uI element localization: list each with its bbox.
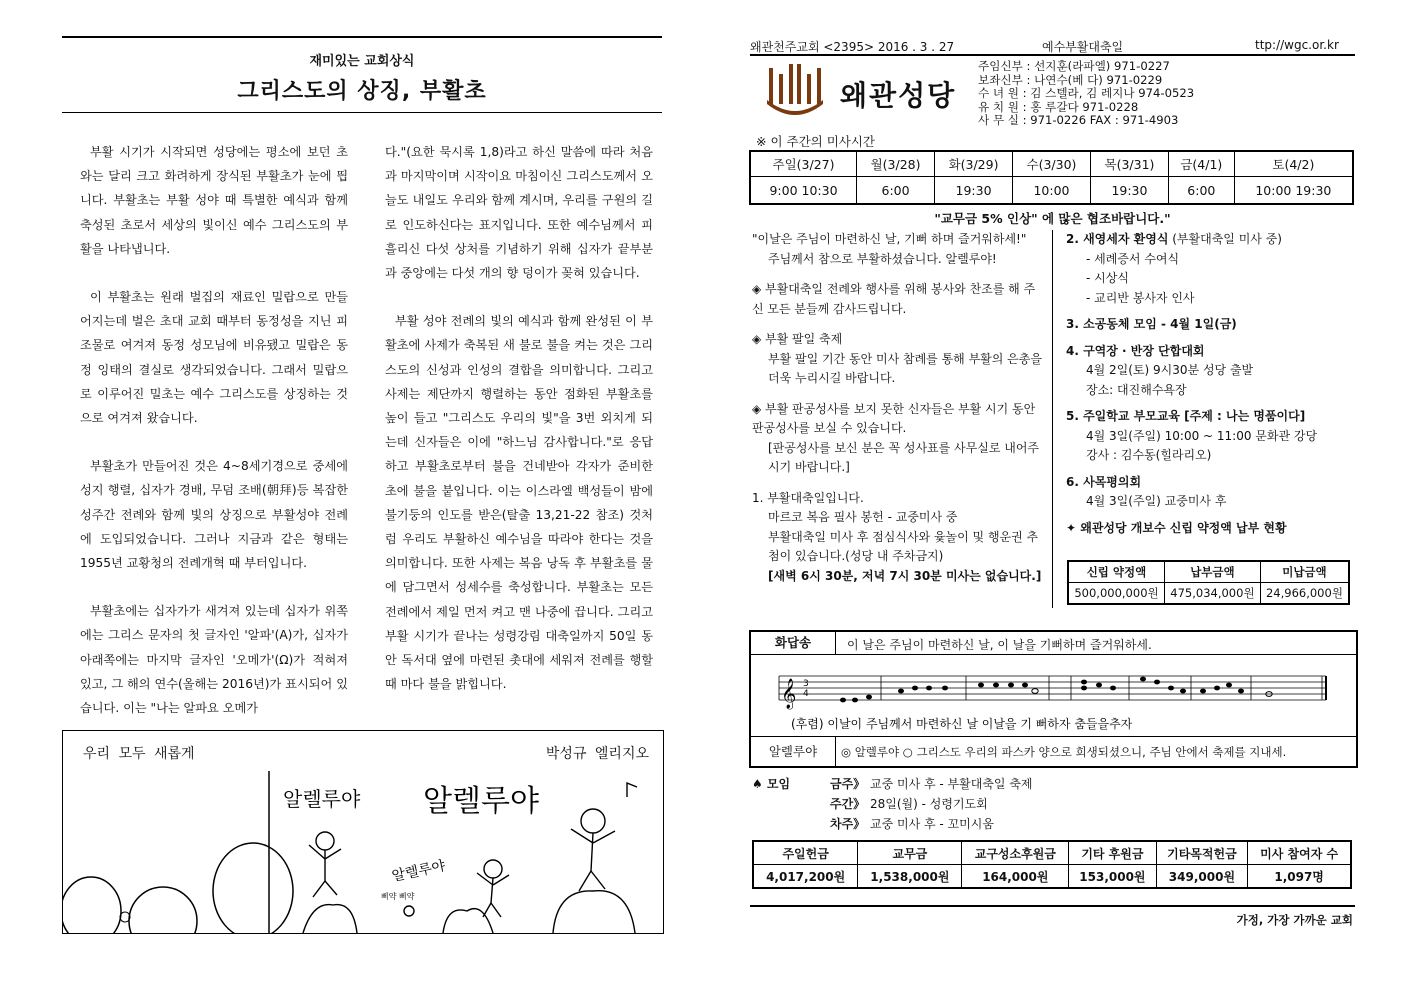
table-header-cell: 기타 후원금 (1069, 841, 1156, 865)
table-header-cell: 기타목적헌금 (1156, 841, 1248, 865)
item-4-line: 4월 2일(토) 9시30분 성당 출발 (1086, 363, 1254, 377)
table-cell: 10:00 (1013, 177, 1091, 205)
table-header-cell: 교구성소후원금 (962, 841, 1069, 865)
table-cell: 1,538,000원 (858, 865, 962, 889)
paragraph: 부활 시기가 시작되면 성당에는 평소에 보던 초와는 달리 크고 화려하게 장식된 부활초가 눈에 띕니다. 부활초는 부활 성야 때 특별한 예식과 함께 축성된 초로서 세상의 빛이신 예수 그리스도의 부활을 나타냅니다. (80, 145, 348, 256)
title-rule (62, 112, 662, 113)
table-cell: 1,097명 (1248, 865, 1351, 889)
staff-line: 주임신부 : 선지훈(라파엘) 971-0227 (978, 59, 1170, 73)
table-header-cell: 목(3/31) (1090, 151, 1168, 177)
cartoon-title: 우리 모두 새롭게 (83, 746, 195, 762)
staff-line: 수 녀 원 : 김 스텔라, 김 레지나 974-0523 (978, 86, 1195, 100)
announcements-right (1066, 230, 1361, 538)
octave-body: 부활 팔일 기간 동안 미사 참례를 통해 부활의 은총을 더욱 누리시길 바랍니다. (768, 351, 1042, 385)
list-item (752, 814, 1033, 834)
table-header-cell: 미납금액 (1260, 561, 1349, 583)
music-staff (751, 656, 1356, 736)
feast-name: 예수부활대축일 (1042, 40, 1124, 54)
table-header-cell: 신립 약정액 (1068, 561, 1164, 583)
meeting-text: 교중 미사 후 - 부활대축일 축제 (870, 777, 1033, 791)
item-2-line: - 시상식 (1086, 271, 1129, 285)
cartoon-word: 알렐루야 (423, 784, 539, 819)
item-1-line: 마르코 복음 필사 봉헌 - 교중미사 중 (768, 510, 958, 524)
item-4-line: 장소: 대진해수욕장 (1086, 382, 1187, 397)
article-title: 그리스도의 상징, 부활초 (237, 79, 487, 104)
website-url: ttp://wgc.or.kr (1255, 38, 1339, 52)
mass-schedule-caption: ※ 이 주간의 미사시간 (756, 134, 875, 149)
item-4-title: 4. 구역장 · 반장 단합대회 (1066, 343, 1205, 358)
pledge-table (1067, 560, 1350, 605)
treble-clef-icon: 𝄞 (781, 679, 797, 709)
table-header-cell: 주일헌금 (753, 841, 858, 865)
easter-greeting: 주님께서 참으로 부활하셨습니다. 알렐루야! (768, 251, 997, 266)
paragraph: 부활 성야 전례의 빛의 예식과 함께 완성된 이 부활초에 사제가 축복된 새 불로 불을 켜는 것은 그리스도의 신성과 인성의 결합을 의미합니다. 그리고 사제는 제단까지 행렬하는 동안 점화된 부활초를 높이 들고 "그리스도 우리의 빛"을 3번 외치게 되는데 신자들은 이에 "하느님 감사합니다."로 응답하고 부활초로부터 불을 건네받아 각자가 준비한 초에 불을 붙입니다. 이는 이스라엘 백성들이 밤에 불기둥의 인도를 받은(탈출 13,21-22 참조) 것처럼 우리도 부활하신 예수님을 따라야 한다는 것을 의미합니다. 또한 사제는 복음 낭독 후 부활초를 물에 담그면서 성세수를 축성합니다. 부활초는 모든 전례에서 제일 먼저 켜고 맨 나중에 끕니다. 그리고 부활 시기가 끝나는 성령강림 대축일까지 50일 동안 독서대 옆에 마련된 촛대에 세워져 전례를 행할 때 마다 불을 밝힙니다. (385, 314, 653, 692)
table-row (1068, 583, 1349, 605)
octave-title: ◈ 부활 팔일 축제 (752, 332, 843, 346)
article-column-2 (385, 140, 653, 720)
confession-body: ◈ 부활 판공성사를 보지 못한 신자들은 부활 시기 동안 판공성사를 보실 수 있습니다. (752, 401, 1036, 435)
item-6-title: 6. 사목평의회 (1066, 474, 1142, 489)
svg-text:4: 4 (803, 689, 809, 699)
staff-line: 보좌신부 : 나연수(베 다) 971-0229 (978, 72, 1163, 87)
table-header-cell: 금(4/1) (1168, 151, 1234, 177)
table-row (753, 841, 1351, 865)
psalm-text: 이 날은 주님이 마련하신 날, 이 날을 기뻐하며 즐거워하세. (847, 638, 1152, 652)
table-header-cell: 화(3/29) (935, 151, 1013, 177)
paragraph: 부활초에는 십자가가 새겨져 있는데 십자가 위쪽에는 그리스 문자의 첫 글자인 '알파'(A)가, 십자가 아래쪽에는 마지막 글자인 '오메가'(Ω)가 적혀져 있고, 그 해의 연수(올해는 2016년)가 표시되어 있습니다. 이는 "나는 알파요 오메가 (80, 604, 348, 716)
table-header-cell: 주일(3/27) (750, 151, 857, 177)
footer-slogan: 가정, 가장 가까운 교회 (1236, 913, 1353, 927)
item-2-title: 2. 새영세자 환영식 (1066, 232, 1169, 246)
lyrics: (후렴) 이날이 주님께서 마련하신 날 이날을 기 뻐하자 춤들을추자 (791, 717, 1133, 731)
announcements-left (752, 230, 1042, 597)
mass-schedule-table (749, 150, 1354, 205)
item-6-line: 4월 3일(주일) 교중미사 후 (1086, 494, 1227, 508)
church-name: 왜관성당 (840, 79, 957, 112)
column-divider (1052, 230, 1053, 608)
table-header-cell: 교무금 (858, 841, 962, 865)
staff-directory (978, 60, 1194, 128)
church-logo-icon (765, 62, 825, 118)
item-3-title: 3. 소공동체 모임 - 4월 1일(금) (1066, 317, 1237, 331)
table-cell: 19:30 (935, 177, 1013, 205)
table-cell: 19:30 (1090, 177, 1168, 205)
item-5-title: 5. 주일학교 부모교육 [주제 : 나는 명품이다] (1066, 409, 1306, 423)
cartoon-word: 삐약 삐약 (381, 892, 415, 901)
table-cell: 500,000,000원 (1068, 583, 1164, 605)
table-cell: 10:00 19:30 (1234, 177, 1353, 205)
list-item (752, 794, 1033, 814)
svg-text:3: 3 (803, 679, 809, 689)
item-1-line: [새벽 6시 30분, 저녁 7시 30분 미사는 없습니다.] (768, 568, 1042, 583)
psalm-label: 화답송 (751, 632, 836, 655)
psalm-box (749, 630, 1358, 768)
paragraph: 부활초가 만들어진 것은 4~8세기경으로 중세에 성지 행렬, 십자가 경배, 무덤 조배(朝拜)등 복잡한 성주간 전례와 함께 빛의 상징으로 부활성야 전례에 도입되었습니다. 그러나 지금과 같은 형태는 1955년 교황청의 전례개혁 때 부터입니다. (80, 459, 348, 571)
psalm-rule (835, 654, 1356, 655)
item-2-line: - 세례증서 수여식 (1086, 251, 1180, 266)
table-cell: 6:00 (857, 177, 935, 205)
table-cell: 475,034,000원 (1164, 583, 1260, 605)
footer-rule (750, 905, 1355, 907)
alleluia-label: 알렐루야 (751, 736, 836, 767)
staff-line: 사 무 실 : 971-0226 FAX : 971-4903 (978, 113, 1179, 127)
thanks-note: ◈ 부활대축일 전례와 행사를 위해 봉사와 찬조를 해 주신 모든 분들께 감사드립니다. (752, 282, 1036, 316)
cartoon-author: 박성규 엘리지오 (545, 746, 649, 762)
cartoon-word: 알렐루야 (390, 858, 447, 885)
table-row (750, 177, 1353, 205)
table-header-cell: 납부금액 (1164, 561, 1260, 583)
item-5-line: 강사 : 김수동(힐라리오) (1086, 448, 1212, 462)
paragraph: 다."(요한 묵시록 1,8)라고 하신 말씀에 따라 처음과 마지막이며 시작이요 마침이신 그리스도께서 오늘도 내일도 우리와 함께 계시며, 우리를 구원의 길로 인도하신다는 표지입니다. 또한 예수님께서 피 흘리신 다섯 상처를 기념하기 위해 십자가 끝부분과 중앙에는 다섯 개의 향 덩이가 꽂혀 있습니다. (385, 145, 653, 281)
cartoon-header (63, 731, 663, 771)
alleluia-rule (835, 736, 1356, 737)
cartoon-panel (62, 730, 664, 934)
table-row (1068, 561, 1349, 583)
meeting-text: 28일(월) - 성령기도회 (870, 797, 988, 811)
item-1-line: 부활대축일 미사 후 점심식사와 윷놀이 및 행운권 추첨이 있습니다.(성당 내 주차금지) (768, 529, 1039, 563)
top-rule (62, 36, 662, 38)
easter-quote: "이날은 주님이 마련하신 날, 기뻐 하며 즐거워하세!" (752, 232, 1027, 246)
table-cell: 153,000원 (1069, 865, 1156, 889)
cartoon-word: 알렐루야 (283, 787, 361, 811)
confession-note: [판공성사를 보신 분은 꼭 성사표를 사무실로 내어주시기 바랍니다.] (768, 440, 1040, 474)
section-kicker: 재미있는 교회상식 (309, 54, 415, 69)
table-row (750, 151, 1353, 177)
cartoon-illustration (63, 771, 663, 933)
tithe-notice: "교무금 5% 인상" 에 많은 협조바랍니다." (934, 211, 1171, 226)
item-2-sub: (부활대축일 미사 중) (1172, 232, 1282, 246)
table-cell: 24,966,000원 (1260, 583, 1349, 605)
table-header-cell: 수(3/30) (1013, 151, 1091, 177)
table-cell: 164,000원 (962, 865, 1069, 889)
table-cell: 4,017,200원 (753, 865, 858, 889)
offering-table (752, 840, 1352, 889)
issue-info: 왜관천주교회 <2395> 2016 . 3 . 27 (750, 40, 955, 54)
paragraph: 이 부활초는 원래 벌집의 재료인 밀랍으로 만들어지는데 벌은 초대 교회 때부터 동정성을 지닌 피조물로 여겨져 동정 성모님에 비유됐고 밀랍은 동정 잉태의 결실로 생각되었습니다. 그래서 밀랍으로 이루어진 밀초는 예수 그리스도를 상징하는 것으로 여겨져 왔습니다. (80, 290, 348, 426)
table-row (753, 865, 1351, 889)
list-item (752, 774, 1033, 794)
table-cell: 9:00 10:30 (750, 177, 857, 205)
meeting-text: 교중 미사 후 - 꼬미시움 (870, 817, 994, 831)
table-header-cell: 월(3/28) (857, 151, 935, 177)
table-cell: 349,000원 (1156, 865, 1248, 889)
table-header-cell: 미사 참여자 수 (1248, 841, 1351, 865)
staff-line: 유 치 원 : 홍 루갈다 971-0228 (978, 99, 1139, 114)
pledge-title: ✦ 왜관성당 개보수 신립 약정액 납부 현황 (1066, 520, 1287, 535)
alleluia-text: ◎ 알렐루야 ○ 그리스도 우리의 파스카 양으로 희생되셨으니, 주님 안에서 축제를 지내세. (841, 745, 1287, 759)
article-column-1 (80, 140, 348, 744)
item-2-line: - 교리반 봉사자 인사 (1086, 290, 1195, 305)
table-cell: 6:00 (1168, 177, 1234, 205)
meetings-list (752, 774, 1033, 834)
meeting-day: 금주》 (830, 777, 866, 791)
meeting-day: 주간》 (830, 797, 866, 811)
item-5-line: 4월 3일(주일) 10:00 ~ 11:00 문화관 강당 (1086, 428, 1318, 443)
header-rule (750, 54, 1355, 56)
item-1-title: 1. 부활대축일입니다. (752, 490, 864, 505)
meetings-label: ♠ 모임 (752, 777, 791, 791)
meeting-day: 차주》 (830, 817, 866, 831)
table-header-cell: 토(4/2) (1234, 151, 1353, 177)
